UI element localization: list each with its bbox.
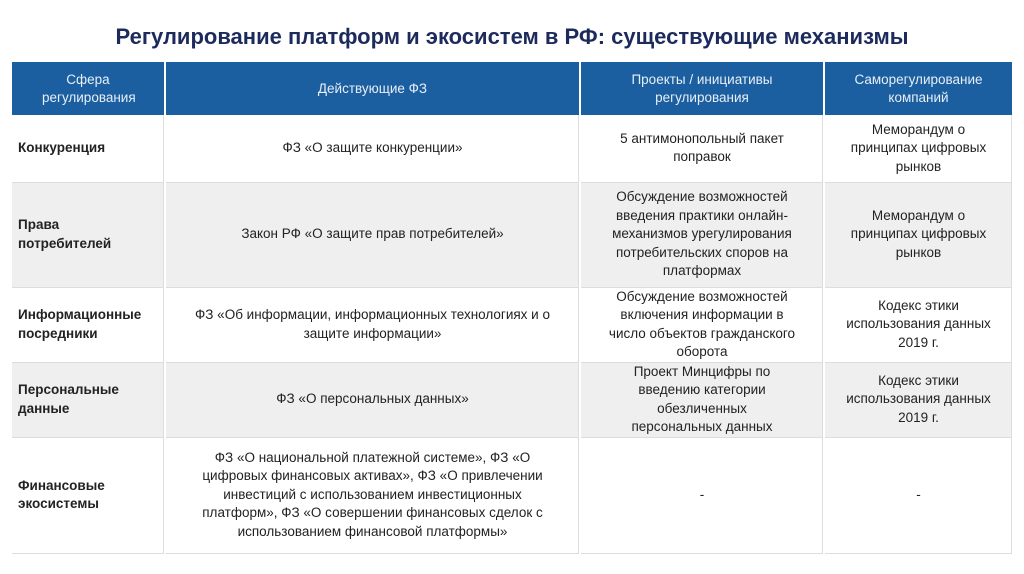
cell-projects: Проект Минцифры по введению категории обезличенных персональных данных [580,362,824,437]
cell-selfregulation: Кодекс этики использования данных 2019 г. [824,287,1012,362]
cell-selfregulation: Меморандум о принципах цифровых рынков [824,182,1012,287]
cell-sphere: Персональные данные [12,362,165,437]
cell-sphere: Информационные посредники [12,287,165,362]
header-laws: Действующие ФЗ [165,62,580,115]
cell-projects: - [580,437,824,553]
table-header-row [12,62,1012,115]
cell-laws: ФЗ «О национальной платежной системе», ФЗ «О цифровых финансовых активах», ФЗ «О привлечении инвестиций с использованием инвестиционных платформ», ФЗ «О совершении финансовых сделок с использованием финансовой платформы» [165,437,580,553]
cell-sphere: Финансовые экосистемы [12,437,165,553]
table-row [12,287,1012,362]
table-row [12,362,1012,437]
cell-selfregulation: - [824,437,1012,553]
cell-laws: ФЗ «О защите конкуренции» [165,115,580,182]
header-sphere: Сфера регулирования [12,62,165,115]
header-selfregulation: Саморегулирование компаний [824,62,1012,115]
regulation-table [12,62,1012,554]
cell-laws: Закон РФ «О защите прав потребителей» [165,182,580,287]
cell-sphere: Права потребителей [12,182,165,287]
header-projects: Проекты / инициативы регулирования [580,62,824,115]
cell-selfregulation: Кодекс этики использования данных 2019 г. [824,362,1012,437]
cell-projects: Обсуждение возможностей введения практики онлайн-механизмов урегулирования потребительских споров на платформах [580,182,824,287]
cell-projects: 5 антимонопольный пакет поправок [580,115,824,182]
cell-selfregulation: Меморандум о принципах цифровых рынков [824,115,1012,182]
slide-title: Регулирование платформ и экосистем в РФ: существующие механизмы [115,24,909,49]
table-row [12,115,1012,182]
cell-projects: Обсуждение возможностей включения информации в число объектов гражданского оборота [580,287,824,362]
table-row [12,182,1012,287]
cell-laws: ФЗ «Об информации, информационных технологиях и о защите информации» [165,287,580,362]
table-row [12,437,1012,553]
cell-laws: ФЗ «О персональных данных» [165,362,580,437]
cell-sphere: Конкуренция [12,115,165,182]
